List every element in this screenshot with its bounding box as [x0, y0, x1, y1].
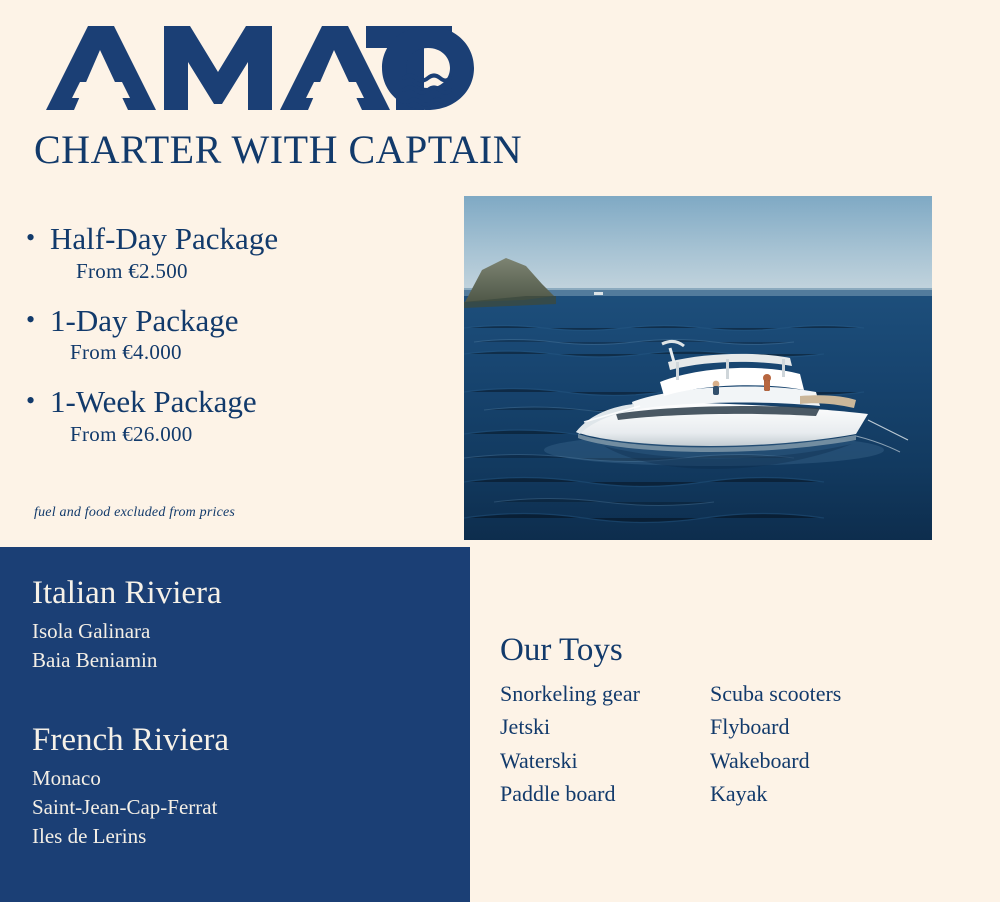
bullet-icon: • — [26, 386, 36, 416]
toys-title: Our Toys — [500, 632, 623, 668]
package-name-row — [26, 304, 456, 339]
toy-item: Flyboard — [710, 714, 790, 740]
package-price: From €2.500 — [76, 258, 188, 283]
package-name: Half-Day Package — [50, 221, 279, 256]
amato-wordmark-icon — [36, 22, 476, 117]
page-title: CHARTER WITH CAPTAIN — [34, 127, 523, 172]
package-name: 1-Day Package — [50, 302, 239, 338]
region-place: Iles de Lerins — [32, 824, 147, 849]
toy-item: Paddle board — [500, 781, 616, 807]
toy-item: Wakeboard — [710, 747, 810, 773]
region-title: French Riviera — [32, 722, 230, 758]
package-name: 1-Week Package — [50, 384, 257, 420]
region-place: Isola Galinara — [32, 619, 151, 644]
toys-column-right — [710, 677, 920, 811]
bullet-icon: • — [26, 223, 36, 252]
price-disclaimer: fuel and food excluded from prices — [34, 505, 236, 520]
toys-column-left — [500, 677, 710, 811]
destinations-panel — [0, 547, 470, 902]
toy-item: Snorkeling gear — [500, 681, 640, 706]
region-title: Italian Riviera — [32, 575, 222, 611]
package-price: From €4.000 — [70, 340, 182, 365]
region-italian-riviera — [32, 575, 222, 675]
yacht-photo — [464, 196, 932, 540]
region-french-riviera — [32, 722, 229, 851]
package-item — [26, 385, 456, 447]
packages-list — [26, 222, 456, 467]
package-name-row — [26, 385, 456, 420]
package-item — [26, 222, 456, 284]
bullet-icon: • — [26, 304, 36, 334]
region-place: Baia Beniamin — [32, 648, 158, 673]
package-item — [26, 304, 456, 366]
toy-item: Waterski — [500, 747, 578, 773]
region-place: Saint-Jean-Cap-Ferrat — [32, 795, 218, 820]
brand-logo — [36, 22, 476, 117]
toy-item: Jetski — [500, 714, 551, 740]
package-price: From €26.000 — [70, 422, 193, 447]
toys-columns — [500, 677, 940, 811]
toys-section — [500, 632, 940, 811]
package-name-row — [26, 222, 456, 257]
toy-item: Scuba scooters — [710, 681, 842, 706]
yacht-photo-image — [464, 196, 932, 540]
toy-item: Kayak — [710, 781, 768, 807]
region-place: Monaco — [32, 766, 101, 791]
